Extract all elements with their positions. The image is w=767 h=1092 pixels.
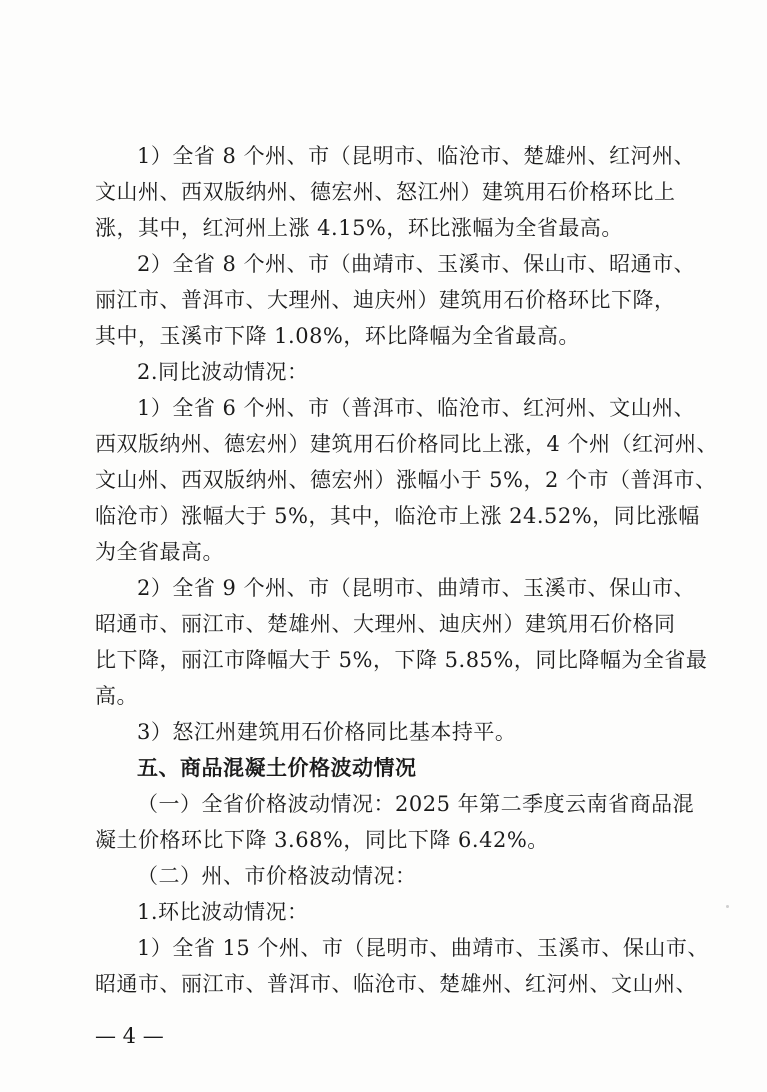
- paragraph-line: 2）全省 9 个州、市（昆明市、曲靖市、玉溪市、保山市、: [137, 576, 696, 600]
- scan-speck: [726, 905, 729, 908]
- paragraph-line: 1）全省 6 个州、市（普洱市、临沧市、红河州、文山州、: [137, 396, 696, 420]
- paragraph-line: 凝土价格环比下降 3.68%，同比下降 6.42%。: [95, 828, 549, 852]
- paragraph-line: 为全省最高。: [95, 540, 224, 564]
- paragraph-line: （一）全省价格波动情况：2025 年第二季度云南省商品混: [137, 792, 695, 816]
- paragraph-line: 比下降，丽江市降幅大于 5%，下降 5.85%，同比降幅为全省最: [95, 648, 708, 672]
- paragraph-line: 临沧市）涨幅大于 5%，其中，临沧市上涨 24.52%，同比涨幅: [95, 504, 700, 528]
- paragraph-line: 其中，玉溪市下降 1.08%，环比降幅为全省最高。: [95, 324, 580, 348]
- section-subheading: 1.环比波动情况：: [137, 900, 309, 924]
- paragraph-line: 2）全省 8 个州、市（曲靖市、玉溪市、保山市、昭通市、: [137, 252, 696, 276]
- paragraph-line: 文山州、西双版纳州、德宏州、怒江州）建筑用石价格环比上: [95, 180, 676, 204]
- paragraph-line: 昭通市、丽江市、楚雄州、大理州、迪庆州）建筑用石价格同: [95, 612, 676, 636]
- paragraph-line: 高。: [95, 684, 138, 708]
- section-subheading: 2.同比波动情况：: [137, 360, 309, 384]
- paragraph-line: 昭通市、丽江市、普洱市、临沧市、楚雄州、红河州、文山州、: [95, 972, 697, 996]
- paragraph-line: 西双版纳州、德宏州）建筑用石价格同比上涨，4 个州（红河州、: [95, 432, 719, 456]
- paragraph-line: 丽江市、普洱市、大理州、迪庆州）建筑用石价格环比下降，: [95, 288, 676, 312]
- section-heading: 五、商品混凝土价格波动情况: [137, 755, 417, 780]
- page-number: — 4 —: [95, 1024, 164, 1048]
- section-subheading: （二）州、市价格波动情况：: [137, 864, 417, 888]
- paragraph-line: 3）怒江州建筑用石价格同比基本持平。: [137, 720, 517, 744]
- paragraph-line: 涨，其中，红河州上涨 4.15%，环比涨幅为全省最高。: [95, 216, 623, 240]
- paragraph-line: 1）全省 15 个州、市（昆明市、曲靖市、玉溪市、保山市、: [137, 936, 709, 960]
- paragraph-line: 1）全省 8 个州、市（昆明市、临沧市、楚雄州、红河州、: [137, 144, 696, 168]
- paragraph-line: 文山州、西双版纳州、德宏州）涨幅小于 5%，2 个市（普洱市、: [95, 468, 717, 492]
